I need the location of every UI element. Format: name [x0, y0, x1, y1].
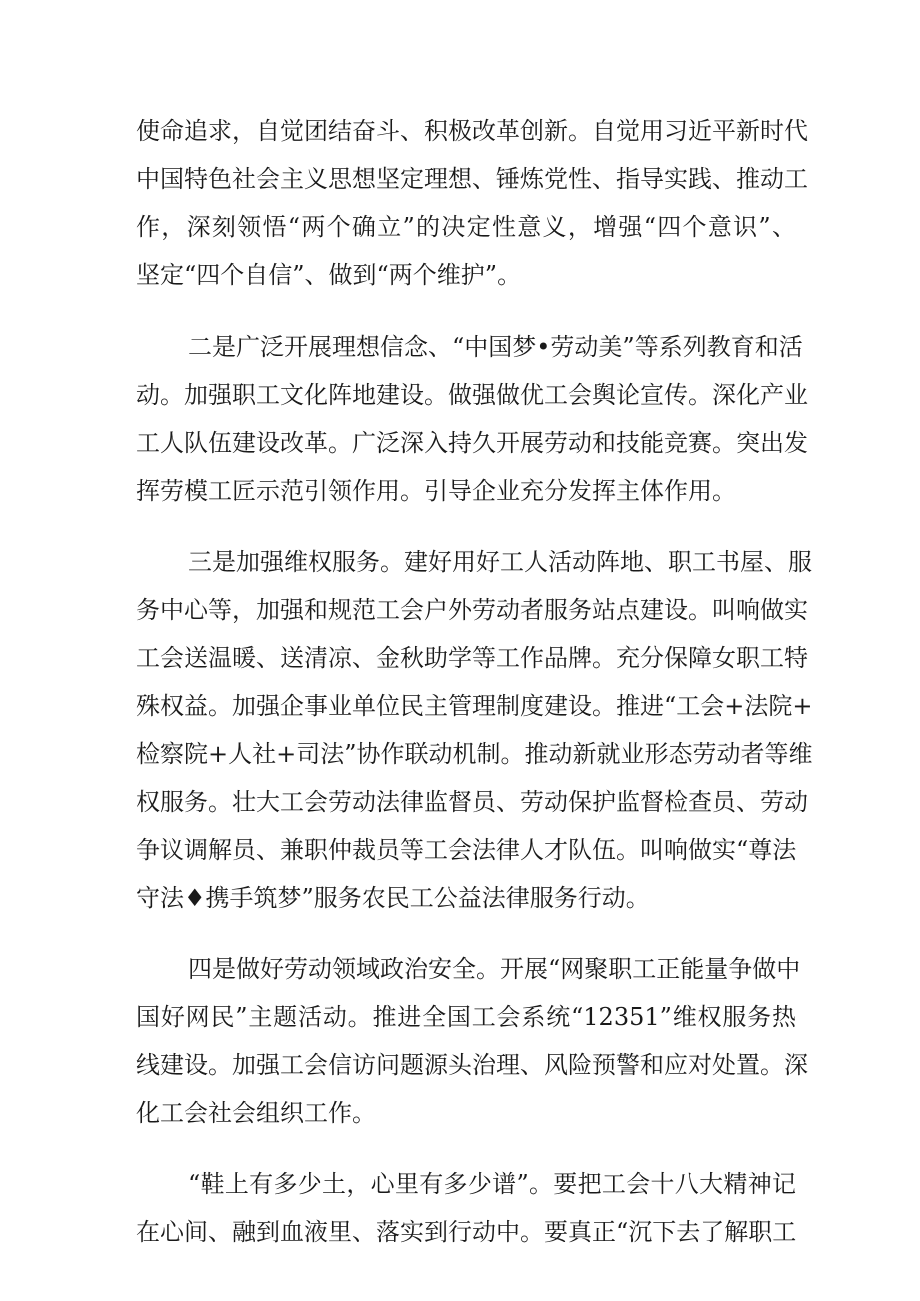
paragraph-2-line-2: 动。加强职工文化阵地建设。做强做优工会舆论宣传。深化产业 — [136, 381, 808, 409]
paragraph-3-line-6: 权服务。壮大工会劳动法律监督员、劳动保护监督检查员、劳动 — [136, 788, 808, 816]
paragraph-1-line-2: 中国特色社会主义思想坚定理想、锤炼党性、指导实践、推动工 — [136, 165, 808, 193]
paragraph-4-line-4: 化工会社会组织工作。 — [136, 1099, 376, 1127]
paragraph-3-line-3: 工会送温暖、送清凉、金秋助学等工作品牌。充分保障女职工特 — [136, 644, 808, 672]
paragraph-3-line-2: 务中心等，加强和规范工会户外劳动者服务站点建设。叫响做实 — [136, 596, 808, 624]
paragraph-1-line-4: 坚定“四个自信”、做到“两个维护”。 — [136, 261, 522, 289]
paragraph-3-line-8: 守法♦携手筑梦”服务农民工公益法律服务行动。 — [136, 884, 650, 912]
paragraph-1-line-1: 使命追求，自觉团结奋斗、积极改革创新。自觉用习近平新时代 — [136, 117, 808, 145]
paragraph-4-line-3: 线建设。加强工会信访问题源头治理、风险预警和应对处置。深 — [136, 1051, 808, 1079]
paragraph-3-line-7: 争议调解员、兼职仲裁员等工会法律人才队伍。叫响做实“尊法 — [136, 836, 797, 864]
paragraph-2-line-4: 挥劳模工匠示范引领作用。引导企业充分发挥主体作用。 — [136, 477, 736, 505]
paragraph-2-line-3: 工人队伍建设改革。广泛深入持久开展劳动和技能竞赛。突出发 — [136, 429, 808, 457]
paragraph-1-line-3: 作，深刻领悟“两个确立”的决定性意义，增强“四个意识”、 — [136, 213, 796, 241]
paragraph-4-line-2: 国好网民”主题活动。推进全国工会系统“12351”维权服务热 — [136, 1003, 796, 1031]
paragraph-4-line-1: 四是做好劳动领域政治安全。开展“网聚职工正能量争做中 — [188, 955, 801, 983]
paragraph-3-line-5: 检察院+人社+司法”协作联动机制。推动新就业形态劳动者等维 — [136, 740, 813, 768]
paragraph-5-line-1: “鞋上有多少土，心里有多少谱”。要把工会十八大精神记 — [188, 1170, 796, 1198]
paragraph-3-line-1: 三是加强维权服务。建好用好工人活动阵地、职工书屋、服 — [188, 548, 812, 576]
paragraph-2-line-1: 二是广泛开展理想信念、“中国梦•劳动美”等系列教育和活 — [188, 333, 803, 361]
paragraph-5-line-2: 在心间、融到血液里、落实到行动中。要真正“沉下去了解职工 — [136, 1218, 797, 1246]
paragraph-3-line-4: 殊权益。加强企事业单位民主管理制度建设。推进“工会+法院+ — [136, 692, 813, 720]
